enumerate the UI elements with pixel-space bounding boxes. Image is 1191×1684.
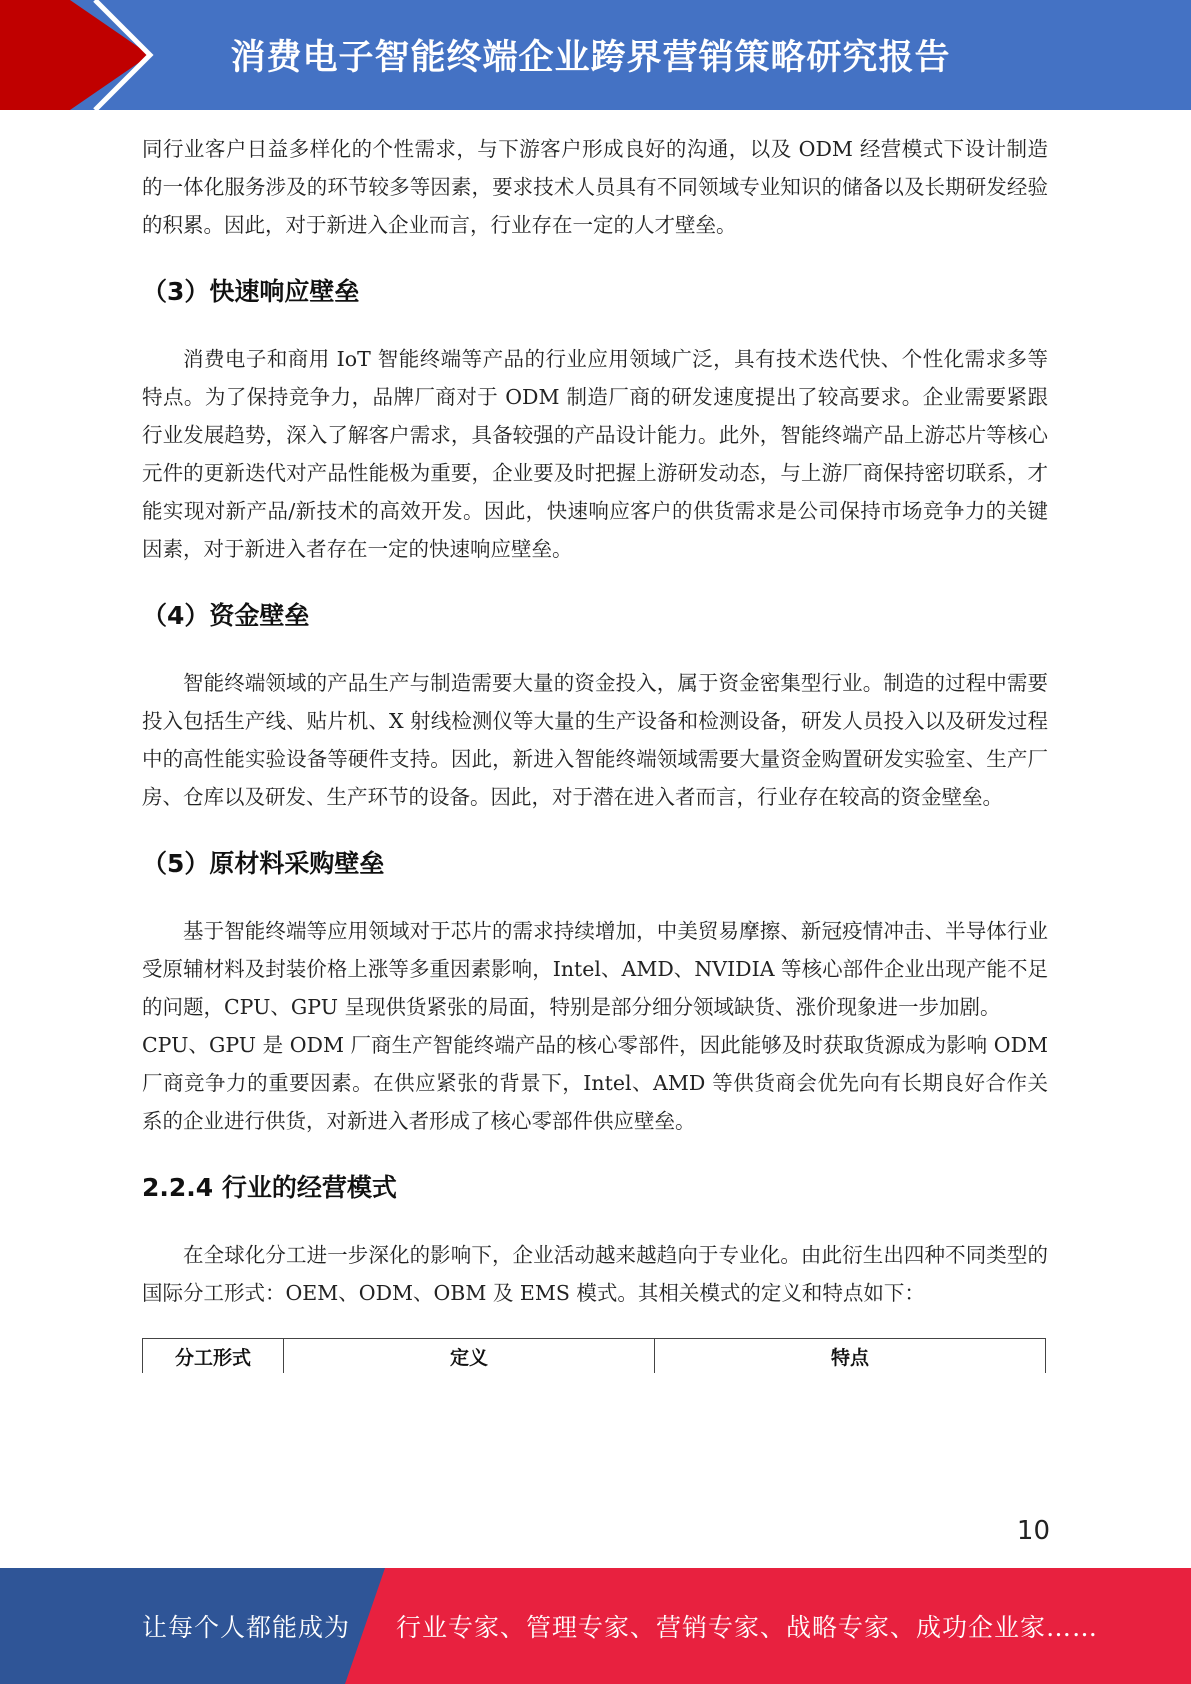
section-paragraph-capital: 智能终端领域的产品生产与制造需要大量的资金投入，属于资金密集型行业。制造的过程中需要投入包括生产线、贴片机、X 射线检测仪等大量的生产设备和检测设备，研发人员投入以及研发过程中的高性能实验设备等硬件支持。因此，新进入智能终端领域需要大量资金购置研发实验室、生产厂房、仓库以及研发、生产环节的设备。因此，对于潜在进入者而言，行业存在较高的资金壁垒。 (142, 671, 1048, 809)
section-paragraph-raw-materials: 基于智能终端等应用领域对于芯片的需求持续增加，中美贸易摩擦、新冠疫情冲击、半导体行业受原辅材料及封装价格上涨等多重因素影响，Intel、AMD、NVIDIA 等核心部件企业出现产能不足的问题，CPU、GPU 呈现供货紧张的局面，特别是部分细分领域缺货、涨价现象进一步加剧。 (142, 919, 1048, 1019)
intro-paragraph: 同行业客户日益多样化的个性需求，与下游客户形成良好的沟通，以及 ODM 经营模式下设计制造的一体化服务涉及的环节较多等因素，要求技术人员具有不同领域专业知识的储备以及长期研发经验的积累。因此，对于新进入企业而言，行业存在一定的人才壁垒。 (142, 137, 1048, 237)
subsection-heading-business-model: 2.2.4 行业的经营模式 (142, 1173, 397, 1202)
page-number: 10 (1016, 1516, 1050, 1546)
table-header-cell: 定义 (284, 1339, 655, 1374)
division-modes-table (142, 1338, 1046, 1373)
section-heading-rapid-response: （3）快速响应壁垒 (142, 277, 360, 306)
section-paragraph-rapid-response: 消费电子和商用 IoT 智能终端等产品的行业应用领域广泛，具有技术迭代快、个性化需求多等特点。为了保持竞争力，品牌厂商对于 ODM 制造厂商的研发速度提出了较高要求。企业需要紧跟行业发展趋势，深入了解客户需求，具备较强的产品设计能力。此外，智能终端产品上游芯片等核心元件的更新迭代对产品性能极为重要，企业要及时把握上游研发动态，与上游厂商保持密切联系，才能实现对新产品/新技术的高效开发。因此，快速响应客户的供货需求是公司保持市场竞争力的关键因素，对于新进入者存在一定的快速响应壁垒。 (142, 347, 1048, 561)
header-red-arrow (0, 0, 150, 110)
footer-slogan-left: 让每个人都能成为 (142, 1613, 351, 1642)
report-title: 消费电子智能终端企业跨界营销策略研究报告 (230, 38, 951, 78)
footer-slogan-right: 行业专家、管理专家、营销专家、战略专家、成功企业家…… (396, 1613, 1099, 1642)
table-header-cell: 特点 (655, 1339, 1046, 1374)
document-body (142, 130, 1048, 1373)
report-footer (0, 1568, 1191, 1684)
report-header (0, 0, 1191, 110)
section-heading-capital: （4）资金壁垒 (142, 601, 310, 630)
table-header-cell: 分工形式 (143, 1339, 284, 1374)
section-heading-raw-materials: （5）原材料采购壁垒 (142, 849, 385, 878)
table-header-row (143, 1339, 1046, 1374)
section-paragraph-raw-materials-cont: CPU、GPU 是 ODM 厂商生产智能终端产品的核心零部件，因此能够及时获取货源成为影响 ODM 厂商竞争力的重要因素。在供应紧张的背景下，Intel、AMD 等供货商会优先向有长期良好合作关系的企业进行供货，对新进入者形成了核心零部件供应壁垒。 (142, 1033, 1048, 1133)
subsection-paragraph-business-model: 在全球化分工进一步深化的影响下，企业活动越来越趋向于专业化。由此衍生出四种不同类型的国际分工形式：OEM、ODM、OBM 及 EMS 模式。其相关模式的定义和特点如下： (142, 1243, 1048, 1305)
